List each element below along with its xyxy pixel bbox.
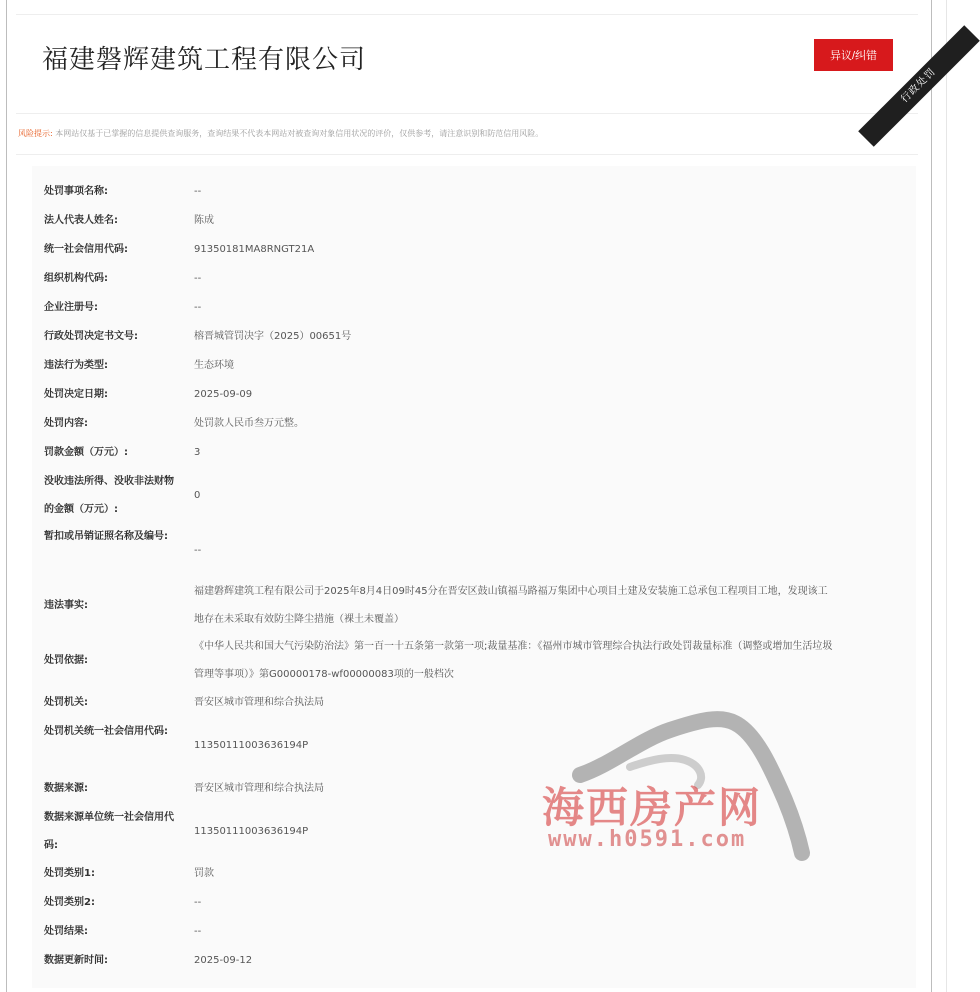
detail-row [32,352,916,380]
detail-value: 《中华人民共和国大气污染防治法》第一百一十五条第一款第一项;裁量基准：《福州市城市管理综合执法行政处罚裁量标准（调整或增加生活垃圾管理等事项）》第G00000178-wf00000083项的一般档次 [194,641,833,680]
detail-label: 暂扣或吊销证照名称及编号: [44,531,168,542]
detail-value: -- [194,545,202,556]
detail-value: -- [194,273,202,284]
detail-label: 罚款金额（万元）: [44,447,128,458]
detail-row [32,468,916,524]
detail-row [32,323,916,351]
detail-row [32,294,916,322]
detail-label: 处罚类别1: [44,868,95,879]
detail-value: 91350181MA8RNGT21A [194,244,315,255]
detail-row [32,775,916,803]
risk-hint-text: 本网站仅基于已掌握的信息提供查询服务，查询结果不代表本网站对被查询对象信用状况的评价，仅供参考，请注意识别和防范信用风险。 [55,129,544,138]
detail-label: 处罚结果: [44,926,88,937]
detail-label: 违法事实: [44,600,88,611]
detail-label: 处罚机关统一社会信用代码: [44,726,168,737]
detail-row [32,633,916,689]
detail-label: 法人代表人姓名: [44,215,118,226]
detail-row [32,439,916,467]
detail-row [32,718,916,774]
category-ribbon: 行政处罚 [858,25,980,147]
detail-value: 3 [194,447,201,458]
detail-row [32,689,916,717]
detail-label: 处罚事项名称: [44,186,108,197]
detail-value: 0 [194,490,201,501]
detail-value: -- [194,897,202,908]
company-header [16,14,939,114]
detail-value: 晋安区城市管理和综合执法局 [194,697,324,708]
detail-value: 处罚款人民币叁万元整。 [194,418,304,429]
detail-row [32,947,916,975]
detail-value: -- [194,926,202,937]
detail-row [32,578,916,634]
detail-label: 数据来源单位统一社会信用代码: [44,812,174,851]
watermark-text: 海西房产网 [542,783,763,832]
detail-label: 没收违法所得、没收非法财物的金额（万元）: [44,476,174,515]
detail-row [32,178,916,206]
divider [16,154,918,155]
detail-label: 处罚依据: [44,655,88,666]
detail-label: 统一社会信用代码: [44,244,128,255]
detail-value: 福建磐辉建筑工程有限公司于2025年8月4日09时45分在晋安区鼓山镇福马路福万集团中心项目土建及安装施工总承包工程项目工地，发现该工地存在未采取有效防尘降尘措施（裸土未覆盖） [194,586,828,625]
detail-row [32,804,916,860]
detail-row [32,889,916,917]
watermark-url: www.h0591.com [548,827,747,852]
company-title: 福建磐辉建筑工程有限公司 [42,45,367,75]
detail-value: 晋安区城市管理和综合执法局 [194,783,324,794]
detail-value: -- [194,186,202,197]
detail-label: 企业注册号: [44,302,98,313]
risk-hint-label: 风险提示: [18,129,53,138]
detail-value: 生态环境 [194,360,234,371]
detail-row [32,236,916,264]
detail-row [32,410,916,438]
objection-button[interactable]: 异议/纠错 [814,39,893,71]
detail-label: 行政处罚决定书文号: [44,331,138,342]
detail-row [32,860,916,888]
detail-label: 处罚机关: [44,697,88,708]
detail-label: 数据更新时间: [44,955,108,966]
detail-row [32,265,916,293]
detail-label: 违法行为类型: [44,360,108,371]
detail-value: 11350111003636194P [194,740,309,751]
detail-row [32,918,916,946]
detail-label: 组织机构代码: [44,273,108,284]
detail-label: 处罚内容: [44,418,88,429]
detail-value: 2025-09-12 [194,955,253,966]
detail-value: 榕晋城管罚决字（2025）00651号 [194,331,352,342]
detail-value: 11350111003636194P [194,826,309,837]
detail-value: 2025-09-09 [194,389,253,400]
detail-row [32,207,916,235]
page-edge [946,0,947,992]
detail-label: 处罚类别2: [44,897,95,908]
risk-hint [18,128,918,139]
detail-label: 处罚决定日期: [44,389,108,400]
detail-value: 罚款 [194,868,214,879]
penalty-details [32,166,916,988]
detail-row [32,381,916,409]
detail-row [32,523,916,579]
detail-value: -- [194,302,202,313]
detail-label: 数据来源: [44,783,88,794]
detail-value: 陈成 [194,215,214,226]
